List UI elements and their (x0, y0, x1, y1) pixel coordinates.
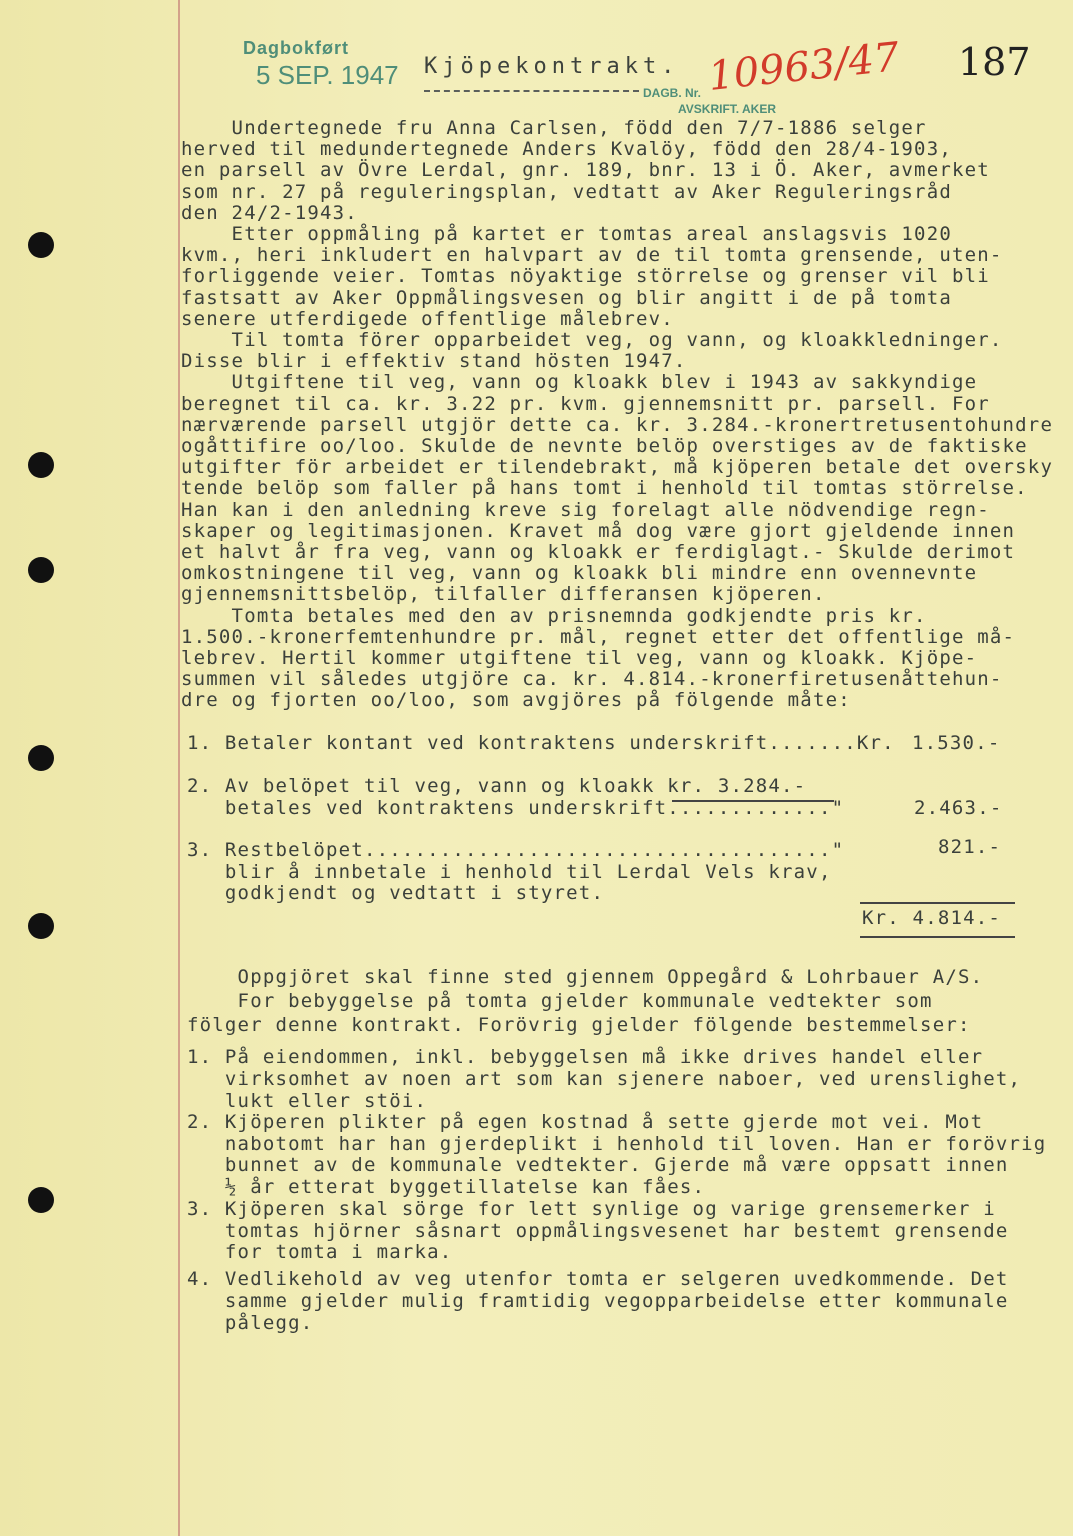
text-line: kvm., heri inkludert en halvpart av de til tomta grensende, uten- (181, 244, 1003, 267)
text-line: Utgiftene til veg, vann og kloakk blev i 1943 av sakkyndige (181, 371, 978, 394)
avskrift-stamp: AVSKRIFT. AKER (678, 102, 777, 116)
condition-line: nabotomt har han gjerdeplikt i henhold til loven. Han er forövrig (187, 1133, 1047, 1155)
text-line: lebrev. Hertil kommer utgiftene til veg, vann og kloakk. Kjöpe- (181, 647, 978, 669)
condition-line: bunnet av de kommunale vedtekter. Gjerde må være oppsatt innen (187, 1154, 1009, 1176)
payment-3-line-2: blir å innbetale i henhold til Lerdal Vels krav, (187, 861, 832, 883)
punch-hole (28, 913, 54, 939)
payment-2-line-1: 2. Av belöpet til veg, vann og kloakk kr. 3.284.- (187, 775, 807, 797)
text-line: omkostningene til veg, vann og kloakk bli mindre enn ovennevnte (181, 562, 978, 585)
text-line: senere utferdigede offentlige målebrev. (181, 307, 674, 330)
condition-line: 1. På eiendommen, inkl. bebyggelsen må ikke drives handel eller (187, 1046, 984, 1068)
text-line: en parsell av Övre Lerdal, gnr. 189, bnr. 13 i Ö. Aker, avmerket (181, 159, 990, 182)
total-amount: Kr. 4.814.- (862, 907, 1002, 929)
condition-line: tomtas hjörner såsnart oppmålingsvesenet har bestemt grensende (187, 1220, 1009, 1242)
dagbokfort-stamp: Dagbokført (243, 38, 349, 58)
document-title: Kjöpekontrakt. (424, 54, 680, 79)
payment-2-line-2: betales ved kontraktens underskrift............." (187, 797, 845, 819)
text-line: summen vil således utgjöre ca. kr. 4.814.-kronerfiretusenåttehun- (181, 668, 1003, 691)
punch-hole (28, 452, 54, 478)
text-line: ogåttifire oo/loo. Skulde de nevnte belöp overstiges av de faktiske (181, 435, 1028, 457)
text-line: Til tomta förer opparbeidet veg, og vann, og kloakkledninger. (181, 329, 1003, 351)
text-line: gjennemsnittsbelöp, tilfaller differansen kjöperen. (181, 583, 826, 606)
condition-line: 3. Kjöperen skal sörge for lett synlige og varige grensemerker i (187, 1198, 996, 1220)
text-line: Han kan i den anledning kreve sig forelagt alle nödvendige regn- (181, 498, 990, 521)
text-line: 1.500.-kronerfemtenhundre pr. mål, regnet etter det offentlige må- (181, 625, 1016, 648)
text-line: Undertegnede fru Anna Carlsen, född den 7/7-1886 selger (181, 117, 927, 139)
payment-1: 1. Betaler kontant ved kontraktens underskrift.......Kr. (187, 732, 895, 754)
text-line: beregnet til ca. kr. 3.22 pr. kvm. gjennemsnitt pr. parsell. For (181, 392, 990, 415)
page-number: 187 (958, 40, 1031, 84)
total-rule-top (860, 902, 1015, 904)
condition-line: 2. Kjöperen plikter på egen kostnad å sette gjerde mot vei. Mot (187, 1111, 984, 1133)
punch-hole (28, 232, 54, 258)
text-line: utgifter för arbeidet er tilendebrakt, må kjöperen betale det oversky (181, 456, 1054, 479)
payment-2-amount: 2.463.- (914, 797, 1003, 819)
punch-hole (28, 1187, 54, 1213)
payment-3-line-1: 3. Restbelöpet....................................." (187, 839, 845, 861)
condition-line: samme gjelder mulig framtidig vegopparbeidelse etter kommunale (187, 1290, 1009, 1312)
punch-hole (28, 557, 54, 583)
text-line: fölger denne kontrakt. Forövrig gjelder fölgende bestemmelser: (187, 1014, 971, 1036)
text-line: skaper og legitimasjonen. Kravet må dog være gjort gjeldende innen (181, 519, 1016, 542)
condition-line: lukt eller stöi. (187, 1090, 428, 1112)
payment-3-line-3: godkjendt og vedtatt i styret. (187, 882, 605, 904)
condition-line: ½ år etterat byggetillatelse kan fåes. (187, 1176, 706, 1198)
text-line: Disse blir i effektiv stand hösten 1947. (181, 350, 687, 373)
text-line: dre og fjorten oo/loo, som avgjöres på fölgende måte: (181, 689, 851, 712)
text-line: herved til medundertegnede Anders Kvalöy, född den 28/4-1903, (181, 138, 952, 161)
text-line: Etter oppmåling på kartet er tomtas areal anslagsvis 1020 (181, 223, 952, 245)
text-line: Oppgjöret skal finne sted gjennem Oppegård & Lohrbauer A/S. (187, 966, 984, 988)
text-line: fastsatt av Aker Oppmålingsvesen og blir angitt i de på tomta (181, 286, 952, 309)
margin-line (178, 0, 180, 1536)
text-line: som nr. 27 på reguleringsplan, vedtatt av Aker Reguleringsråd (181, 180, 952, 203)
payment-1-amount: 1.530.- (912, 732, 1001, 754)
text-line: nærværende parsell utgjör dette ca. kr. 3.284.-kronertretusentohundre (181, 413, 1054, 436)
condition-line: pålegg. (187, 1312, 314, 1334)
text-line: et halvt år fra veg, vann og kloakk er ferdiglagt.- Skulde derimot (181, 541, 1016, 563)
title-underline (424, 90, 639, 92)
condition-line: virksomhet av noen art som kan sjenere naboer, ved urenslighet, (187, 1068, 1022, 1090)
stamp-date: 5 SEP. 1947 (256, 60, 399, 90)
punch-hole (28, 745, 54, 771)
total-rule-bottom (860, 936, 1015, 938)
text-line: For bebyggelse på tomta gjelder kommunale vedtekter som (187, 990, 933, 1012)
dagb-stamp: DAGB. Nr. (643, 86, 702, 100)
condition-line: 4. Vedlikehold av veg utenfor tomta er selgeren uvedkommende. Det (187, 1268, 1009, 1290)
text-line: forliggende veier. Tomtas nöyaktige störrelse og grenser vil bli (181, 265, 990, 288)
text-line: den 24/2-1943. (181, 201, 358, 224)
payment-3-amount: 821.- (938, 836, 1002, 858)
text-line: tende belöp som faller på hans tomt i henhold til tomtas störrelse. (181, 477, 1028, 500)
text-line: Tomta betales med den av prisnemnda godkjendte pris kr. (181, 604, 927, 627)
handwritten-number: 10963/47 (706, 34, 902, 100)
condition-line: for tomta i marka. (187, 1241, 453, 1263)
